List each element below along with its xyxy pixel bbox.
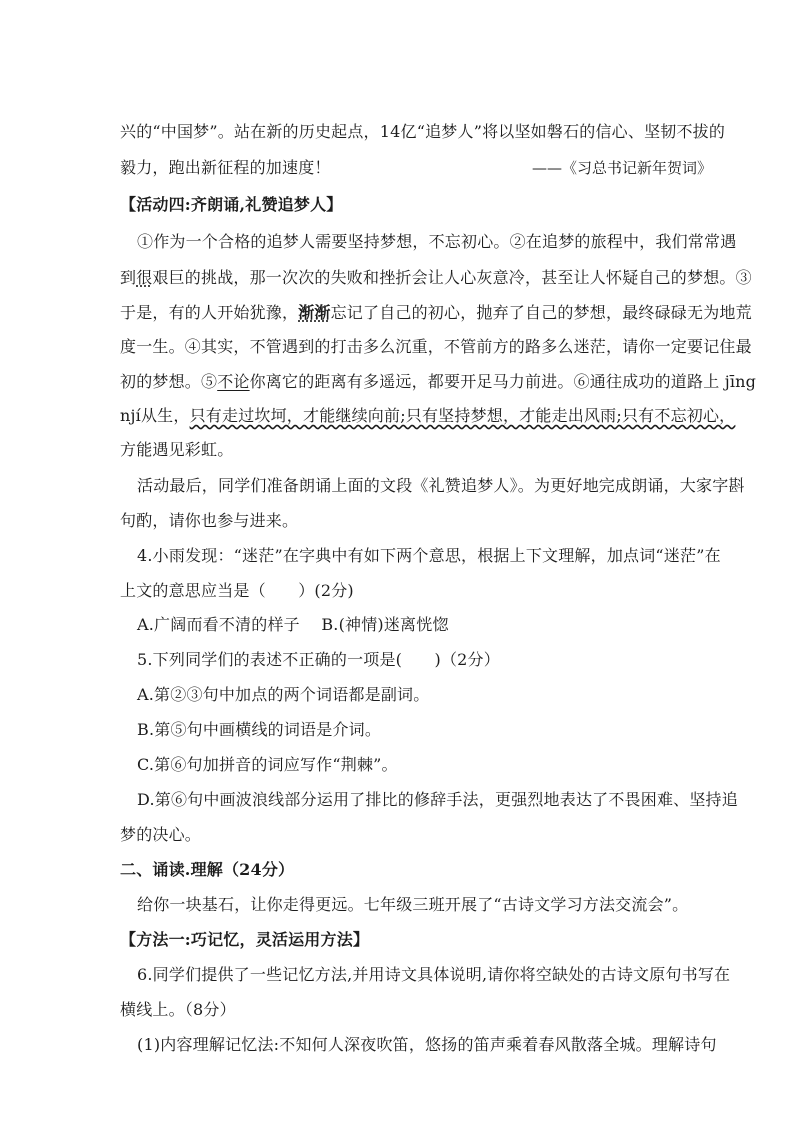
question-4-stem: 4.小雨发现：“迷茫”在字典中有如下两个意思，根据上下文理解，加点词“迷茫”在 [137, 546, 721, 565]
question-5-option-d-cont: 梦的决心。 [120, 825, 202, 844]
method-1-heading: 【方法一:巧记忆，灵活运用方法】 [120, 930, 370, 949]
paragraph-line: 度一生。④其实，不管遇到的打击多么沉重，不管前方的路多么迷茫，请你一定要记住最 [120, 337, 752, 356]
section-2-intro: 给你一块基石，让你走得更远。七年级三班开展了“古诗文学习方法交流会”。 [137, 895, 689, 914]
paragraph-line: 活动最后，同学们准备朗诵上面的文段《礼赞追梦人》。为更好地完成朗诵，大家字斟 [137, 476, 745, 495]
paragraph-line [120, 268, 752, 288]
paragraph-line [120, 372, 756, 392]
text-span: njí从生， [120, 406, 190, 425]
section-2-heading: 二、诵读.理解（24分） [120, 860, 295, 879]
text-span: 你离它的距离有多遥远，都要开足马力前进。⑥通往成功的道路上 jīng [249, 372, 757, 391]
text-span: 初的梦想。⑤ [120, 372, 218, 391]
question-5-stem: 5.下列同学们的表述不正确的一项是( )（2分） [137, 650, 500, 669]
question-6-stem-2: 横线上。（8分） [120, 1000, 236, 1019]
dotted-word-hen: 很 [136, 268, 153, 287]
paragraph-line: 方能遇见彩虹。 [120, 440, 234, 459]
question-5-option-c: C.第⑥句加拼音的词应写作“荆棘”。 [137, 755, 398, 774]
paragraph-line [120, 406, 735, 426]
question-5-option-a: A.第②③句中加点的两个词语都是副词。 [137, 685, 430, 704]
paragraph-line: ①作为一个合格的追梦人需要坚持梦想，不忘初心。②在追梦的旅程中，我们常常遇 [137, 232, 737, 251]
text-span: 到 [120, 268, 137, 287]
text-span: 于是，有的人开始犹豫， [120, 303, 299, 322]
quote-source: ——《习总书记新年贺词》 [532, 159, 713, 177]
question-6-stem: 6.同学们提供了一些记忆方法,并用诗文具体说明,请你将空缺处的古诗文原句书写在 [137, 965, 731, 984]
intro-line-2: 毅力，跑出新征程的加速度！ [120, 158, 331, 177]
question-6-part-1: (1)内容理解记忆法:不知何人深夜吹笛，悠扬的笛声乘着春风散落全城。理解诗句 [137, 1035, 717, 1054]
question-5-option-b: B.第⑤句中画横线的词语是介词。 [137, 720, 382, 739]
activity4-heading: 【活动四:齐朗诵,礼赞追梦人】 [120, 195, 343, 214]
question-5-option-d: D.第⑥句中画波浪线部分运用了排比的修辞手法，更强烈地表达了不畏困难、坚持追 [137, 790, 738, 809]
paragraph-line: 句酌，请你也参与进来。 [120, 511, 299, 530]
question-4-stem-2: 上文的意思应当是（ ）(2分) [120, 581, 354, 600]
wavy-underlined-phrase: 只有走过坎坷，才能继续向前;只有坚持梦想，才能走出风雨;只有不忘初心， [189, 406, 736, 425]
text-span: 忘记了自己的初心，抛弃了自己的梦想，最终碌碌无为地荒 [330, 303, 752, 322]
intro-line-1: 兴的“中国梦”。站在新的历史起点，14亿“追梦人”将以坚如磐石的信心、坚韧不拔的 [120, 122, 726, 141]
dotted-word-jianjian: 渐渐 [298, 303, 331, 322]
paragraph-line [120, 303, 752, 323]
text-span: 艰巨的挑战，那一次次的失败和挫折会让人心灰意冷，甚至让人怀疑自己的梦想。③ [152, 268, 752, 287]
underlined-word-bulun: 不论 [217, 372, 250, 391]
question-4-options: A.广阔而看不清的样子 B.(神情)迷离恍惚 [137, 615, 449, 634]
